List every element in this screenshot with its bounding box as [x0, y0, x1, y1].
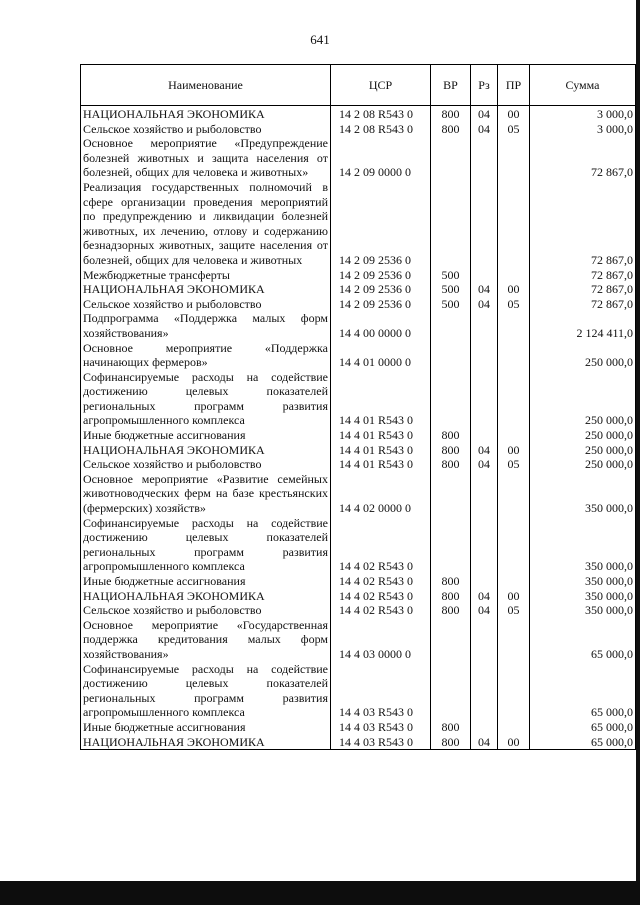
cell-pr: 05 [498, 457, 530, 472]
cell-csr: 14 2 09 0000 0 [331, 136, 431, 180]
cell-vr: 800 [431, 443, 471, 458]
cell-sum: 250 000,0 [530, 370, 636, 428]
cell-name: НАЦИОНАЛЬНАЯ ЭКОНОМИКА [81, 735, 331, 750]
cell-vr: 800 [431, 428, 471, 443]
cell-vr [431, 662, 471, 720]
cell-name: Межбюджетные трансферты [81, 268, 331, 283]
cell-name: Сельское хозяйство и рыболовство [81, 297, 331, 312]
cell-name: Сельское хозяйство и рыболовство [81, 603, 331, 618]
cell-rz [471, 341, 498, 370]
cell-csr: 14 2 09 2536 0 [331, 268, 431, 283]
table-row [81, 268, 636, 283]
cell-rz: 04 [471, 589, 498, 604]
cell-pr [498, 428, 530, 443]
cell-csr: 14 4 00 0000 0 [331, 311, 431, 340]
cell-vr: 800 [431, 457, 471, 472]
cell-sum: 72 867,0 [530, 297, 636, 312]
cell-pr [498, 136, 530, 180]
cell-name: Софинансируемые расходы на содействие достижению целевых показателей региональных программ развития агропромышленного комплекса [81, 516, 331, 574]
cell-csr: 14 4 03 R543 0 [331, 735, 431, 750]
table-row [81, 735, 636, 750]
cell-rz [471, 268, 498, 283]
cell-sum: 350 000,0 [530, 574, 636, 589]
table-row [81, 106, 636, 122]
table-row [81, 341, 636, 370]
cell-vr: 800 [431, 106, 471, 122]
cell-vr: 800 [431, 735, 471, 750]
cell-csr: 14 4 01 R543 0 [331, 370, 431, 428]
cell-pr: 00 [498, 735, 530, 750]
table-row [81, 574, 636, 589]
cell-pr: 05 [498, 297, 530, 312]
cell-vr: 800 [431, 603, 471, 618]
cell-name: Софинансируемые расходы на содействие достижению целевых показателей региональных программ развития агропромышленного комплекса [81, 370, 331, 428]
table-row [81, 370, 636, 428]
cell-sum: 72 867,0 [530, 136, 636, 180]
cell-name: НАЦИОНАЛЬНАЯ ЭКОНОМИКА [81, 282, 331, 297]
cell-name: Иные бюджетные ассигнования [81, 720, 331, 735]
cell-name: Сельское хозяйство и рыболовство [81, 457, 331, 472]
table-row [81, 311, 636, 340]
cell-rz: 04 [471, 106, 498, 122]
cell-sum: 72 867,0 [530, 282, 636, 297]
scan-bottom-edge [0, 881, 640, 905]
cell-name: НАЦИОНАЛЬНАЯ ЭКОНОМИКА [81, 106, 331, 122]
cell-pr [498, 516, 530, 574]
cell-pr [498, 662, 530, 720]
cell-rz [471, 516, 498, 574]
header-pr: ПР [498, 65, 530, 106]
table-row [81, 443, 636, 458]
cell-sum: 72 867,0 [530, 268, 636, 283]
cell-csr: 14 2 09 2536 0 [331, 297, 431, 312]
cell-name: Основное мероприятие «Поддержка начинающих фермеров» [81, 341, 331, 370]
table-row [81, 457, 636, 472]
cell-csr: 14 2 08 R543 0 [331, 106, 431, 122]
cell-name: Иные бюджетные ассигнования [81, 574, 331, 589]
cell-vr: 500 [431, 282, 471, 297]
cell-vr [431, 618, 471, 662]
cell-rz [471, 428, 498, 443]
cell-vr [431, 370, 471, 428]
cell-name: Софинансируемые расходы на содействие достижению целевых показателей региональных программ развития агропромышленного комплекса [81, 662, 331, 720]
cell-rz [471, 311, 498, 340]
cell-sum: 350 000,0 [530, 472, 636, 516]
cell-name: НАЦИОНАЛЬНАЯ ЭКОНОМИКА [81, 443, 331, 458]
cell-sum: 250 000,0 [530, 443, 636, 458]
cell-name: НАЦИОНАЛЬНАЯ ЭКОНОМИКА [81, 589, 331, 604]
cell-rz: 04 [471, 735, 498, 750]
cell-pr: 00 [498, 443, 530, 458]
cell-name: Реализация государственных полномочий в сфере организации проведения мероприятий по предупреждению и ликвидации болезней животных, их лечению, отлову и содержанию безнадзорных животных, защите населения от болезней, общих для человека и животных [81, 180, 331, 268]
table-row [81, 297, 636, 312]
cell-pr: 05 [498, 122, 530, 137]
page-number: 641 [310, 32, 330, 47]
cell-csr: 14 4 01 R543 0 [331, 428, 431, 443]
header-csr: ЦСР [331, 65, 431, 106]
cell-name: Основное мероприятие «Развитие семейных животноводческих ферм на базе крестьянских (фермерских) хозяйств» [81, 472, 331, 516]
cell-pr [498, 472, 530, 516]
cell-name: Подпрограмма «Поддержка малых форм хозяйствования» [81, 311, 331, 340]
cell-csr: 14 4 03 0000 0 [331, 618, 431, 662]
cell-vr: 800 [431, 589, 471, 604]
cell-vr: 500 [431, 268, 471, 283]
cell-csr: 14 2 09 2536 0 [331, 180, 431, 268]
cell-pr: 00 [498, 106, 530, 122]
cell-vr: 500 [431, 297, 471, 312]
cell-csr: 14 4 02 R543 0 [331, 589, 431, 604]
cell-rz: 04 [471, 122, 498, 137]
cell-csr: 14 4 03 R543 0 [331, 720, 431, 735]
cell-sum: 350 000,0 [530, 603, 636, 618]
cell-sum: 250 000,0 [530, 457, 636, 472]
cell-sum: 350 000,0 [530, 516, 636, 574]
cell-sum: 350 000,0 [530, 589, 636, 604]
cell-rz: 04 [471, 457, 498, 472]
cell-name: Основное мероприятие «Предупреждение болезней животных и защита населения от болезней, общих для человека и животных» [81, 136, 331, 180]
cell-csr: 14 4 02 R543 0 [331, 603, 431, 618]
table-row [81, 618, 636, 662]
header-row [81, 65, 636, 106]
cell-name: Сельское хозяйство и рыболовство [81, 122, 331, 137]
cell-vr [431, 136, 471, 180]
cell-sum: 250 000,0 [530, 428, 636, 443]
header-name: Наименование [81, 65, 331, 106]
cell-csr: 14 4 01 R543 0 [331, 457, 431, 472]
table-row [81, 603, 636, 618]
table-header [81, 65, 636, 106]
cell-rz [471, 662, 498, 720]
table-body [81, 106, 636, 750]
cell-sum: 2 124 411,0 [530, 311, 636, 340]
cell-csr: 14 4 01 R543 0 [331, 443, 431, 458]
table-row [81, 589, 636, 604]
cell-vr [431, 341, 471, 370]
budget-table [80, 64, 636, 750]
cell-sum: 72 867,0 [530, 180, 636, 268]
cell-pr: 00 [498, 589, 530, 604]
cell-pr: 05 [498, 603, 530, 618]
table-row [81, 662, 636, 720]
cell-pr [498, 370, 530, 428]
table-row [81, 428, 636, 443]
cell-sum: 65 000,0 [530, 720, 636, 735]
cell-pr [498, 341, 530, 370]
table-row [81, 282, 636, 297]
cell-csr: 14 4 02 R543 0 [331, 574, 431, 589]
table-row [81, 136, 636, 180]
table-row [81, 472, 636, 516]
cell-rz [471, 180, 498, 268]
cell-sum: 250 000,0 [530, 341, 636, 370]
cell-csr: 14 2 08 R543 0 [331, 122, 431, 137]
cell-rz: 04 [471, 603, 498, 618]
cell-rz [471, 370, 498, 428]
cell-vr [431, 472, 471, 516]
cell-rz: 04 [471, 443, 498, 458]
cell-pr [498, 574, 530, 589]
header-sum: Сумма [530, 65, 636, 106]
cell-pr [498, 618, 530, 662]
cell-csr: 14 4 03 R543 0 [331, 662, 431, 720]
cell-pr [498, 180, 530, 268]
cell-rz [471, 574, 498, 589]
cell-rz: 04 [471, 297, 498, 312]
cell-sum: 65 000,0 [530, 735, 636, 750]
header-rz: Рз [471, 65, 498, 106]
cell-pr [498, 311, 530, 340]
table-row [81, 516, 636, 574]
cell-sum: 3 000,0 [530, 122, 636, 137]
cell-vr: 800 [431, 122, 471, 137]
cell-sum: 65 000,0 [530, 662, 636, 720]
cell-csr: 14 2 09 2536 0 [331, 282, 431, 297]
cell-rz [471, 720, 498, 735]
cell-vr [431, 516, 471, 574]
table-row [81, 122, 636, 137]
table-row [81, 180, 636, 268]
cell-csr: 14 4 01 0000 0 [331, 341, 431, 370]
cell-pr: 00 [498, 282, 530, 297]
cell-rz [471, 136, 498, 180]
cell-name: Иные бюджетные ассигнования [81, 428, 331, 443]
cell-csr: 14 4 02 0000 0 [331, 472, 431, 516]
cell-name: Основное мероприятие «Государственная поддержка кредитования малых форм хозяйствования» [81, 618, 331, 662]
cell-rz: 04 [471, 282, 498, 297]
cell-sum: 3 000,0 [530, 106, 636, 122]
cell-vr [431, 180, 471, 268]
cell-pr [498, 268, 530, 283]
cell-rz [471, 618, 498, 662]
cell-csr: 14 4 02 R543 0 [331, 516, 431, 574]
cell-vr [431, 311, 471, 340]
cell-vr: 800 [431, 574, 471, 589]
cell-pr [498, 720, 530, 735]
header-vr: ВР [431, 65, 471, 106]
cell-sum: 65 000,0 [530, 618, 636, 662]
scan-right-edge [636, 0, 640, 905]
cell-vr: 800 [431, 720, 471, 735]
cell-rz [471, 472, 498, 516]
table-row [81, 720, 636, 735]
